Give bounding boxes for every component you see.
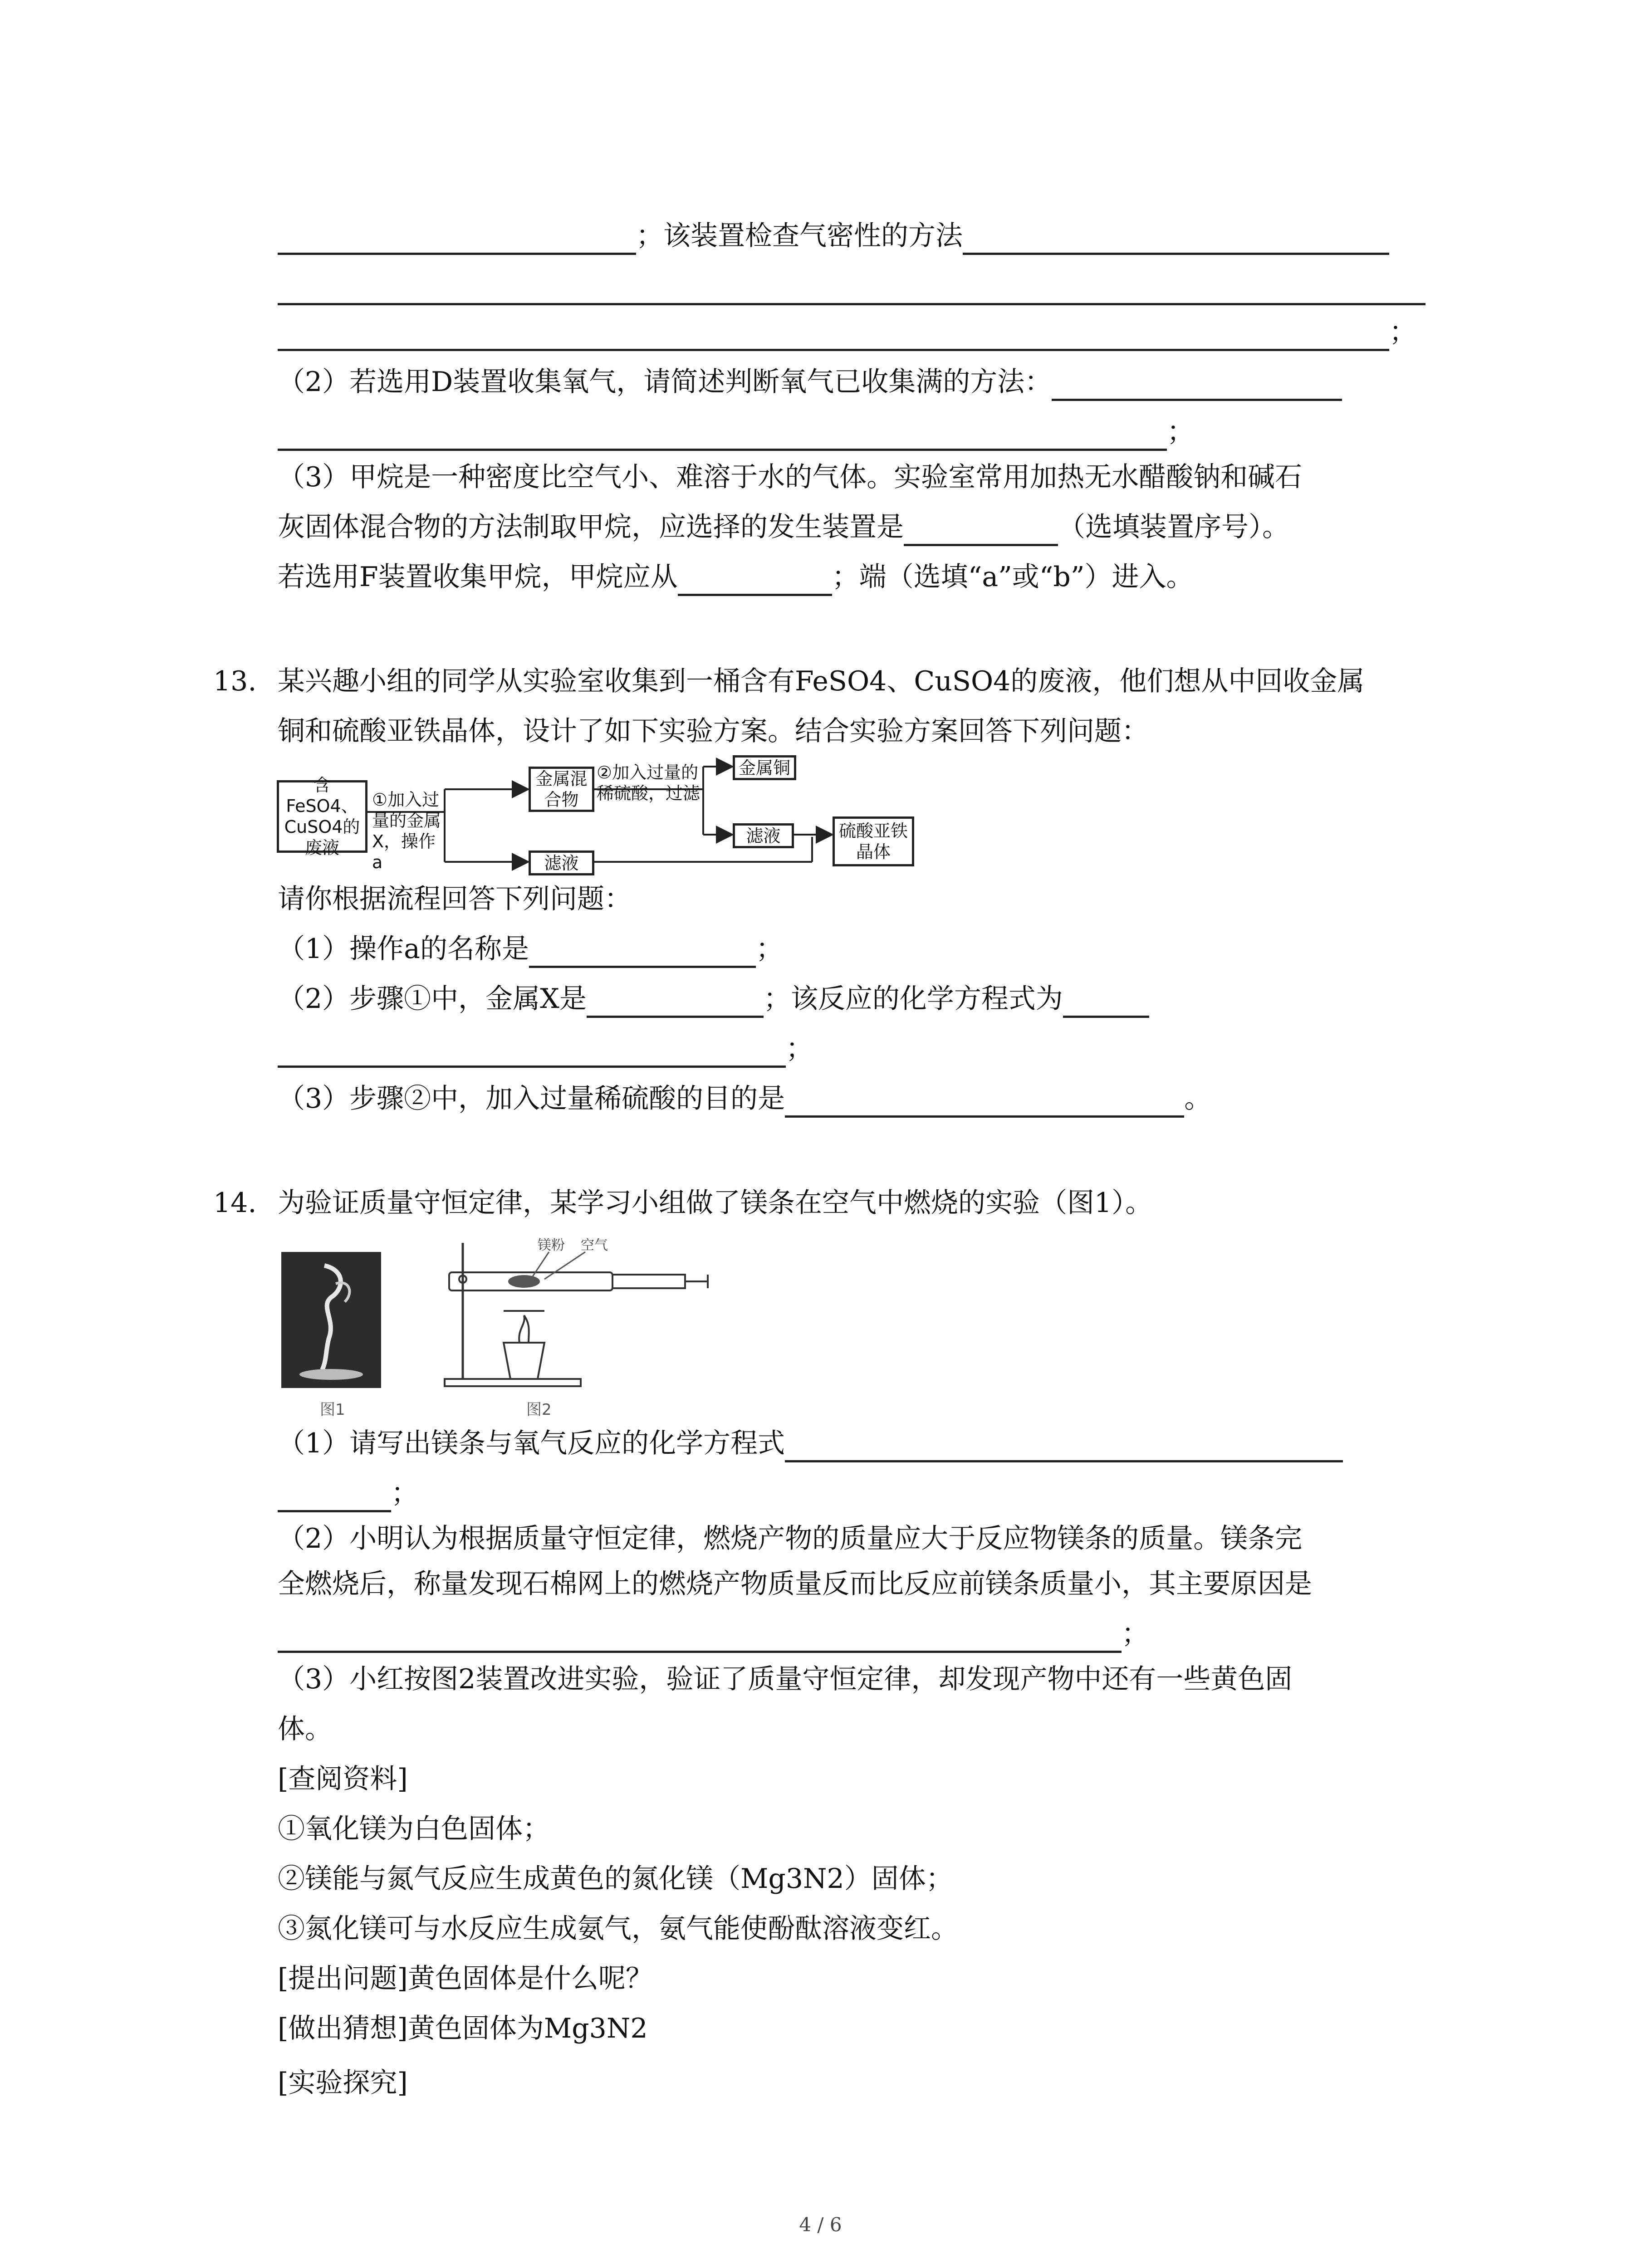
answer-line[interactable] — [278, 303, 1425, 305]
answer-blank[interactable] — [904, 512, 1058, 546]
flow-filtrate1-box: 滤液 — [529, 850, 594, 875]
q12-part3-line2: 灰固体混合物的方法制取甲烷，应选择的发生装置是 （选填装置序号）。 — [278, 508, 1289, 546]
ref-item-2: ②镁能与氮气反应生成黄色的氮化镁（Mg3N2）固体； — [278, 1863, 953, 1895]
label-magnesium-powder: 镁粉 — [538, 1237, 565, 1253]
q12-line3: ； — [278, 313, 1416, 351]
answer-blank[interactable] — [678, 562, 832, 596]
figure-2-caption: 图2 — [526, 1401, 552, 1419]
question-number: 13. — [213, 665, 257, 697]
label-air: 空气 — [581, 1237, 608, 1253]
q14-line1: 为验证质量守恒定律，某学习小组做了镁条在空气中燃烧的实验（图1）。 — [278, 1187, 1153, 1219]
answer-blank[interactable] — [1052, 367, 1342, 401]
burning-magnesium-image — [281, 1252, 381, 1388]
answer-blank[interactable] — [529, 934, 756, 968]
flow-start-box: 含FeSO4、CuSO4的废液 — [277, 780, 367, 853]
answer-blank[interactable] — [785, 1084, 1184, 1118]
answer-blank[interactable] — [278, 221, 636, 255]
q13-part2: （2）步骤①中，金属X是 ；该反应的化学方程式为 — [278, 980, 1149, 1018]
q14-part2-line2: 全燃烧后，称量发现石棉网上的燃烧产物质量反而比反应前镁条质量小，其主要原因是 — [278, 1568, 1312, 1600]
apparatus-diagram — [436, 1234, 717, 1393]
q14-part2-cont: ； — [278, 1615, 1149, 1653]
ref-item-3: ③氮化镁可与水反应生成氨气，氨气能使酚酞溶液变红。 — [278, 1913, 958, 1945]
q13-part3: （3）步骤②中，加入过量稀硫酸的目的是 。 — [278, 1080, 1211, 1118]
flow-step1-label: ①加入过量的金属X，操作a — [372, 790, 441, 872]
answer-blank[interactable] — [587, 984, 764, 1018]
answer-blank[interactable] — [278, 1478, 391, 1512]
flow-step2-label: ②加入过量的稀硫酸，过滤 — [597, 763, 700, 803]
ref-item-1: ①氧化镁为白色固体； — [278, 1813, 550, 1845]
q12-part2-cont: ； — [278, 413, 1194, 451]
q13-line1: 某兴趣小组的同学从实验室收集到一桶含有FeSO4、CuSO4的废液，他们想从中回收金属 — [278, 665, 1365, 697]
figure-1-photo — [281, 1252, 381, 1388]
ref-title: [查阅资料] — [278, 1763, 408, 1795]
q14-part1-cont: ； — [278, 1474, 418, 1512]
q14-part2-line1: （2）小明认为根据质量守恒定律，燃烧产物的质量应大于反应物镁条的质量。镁条完 — [278, 1523, 1303, 1554]
answer-blank[interactable] — [963, 221, 1389, 255]
answer-blank[interactable] — [278, 1619, 1122, 1653]
figure-2-apparatus — [436, 1234, 717, 1393]
question-raised: [提出问题]黄色固体是什么呢？ — [278, 1963, 653, 1994]
flow-mixture-box: 金属混合物 — [529, 767, 594, 812]
answer-blank[interactable] — [785, 1428, 1343, 1462]
q13-part1: （1）操作a的名称是 ； — [278, 930, 783, 968]
hypothesis: [做出猜想]黄色固体为Mg3N2 — [278, 2013, 648, 2044]
q12-part2: （2）若选用D装置收集氧气，请简述判断氧气已收集满的方法： — [278, 363, 1342, 401]
flow-copper-box: 金属铜 — [733, 755, 796, 780]
experiment-heading: [实验探究] — [278, 2067, 408, 2099]
q12-part3-line3: 若选用F装置收集甲烷，甲烷应从 ；端（选填“a”或“b”）进入。 — [278, 558, 1194, 596]
answer-blank[interactable] — [278, 417, 1167, 451]
flowchart — [272, 753, 930, 889]
flow-filtrate2-box: 滤液 — [733, 823, 794, 848]
question-number: 14. — [213, 1187, 257, 1219]
q13-part2-cont: ； — [278, 1030, 813, 1068]
q14-part3-line2: 体。 — [278, 1713, 332, 1745]
answer-blank[interactable] — [278, 1034, 786, 1068]
flow-product-box: 硫酸亚铁晶体 — [833, 816, 914, 866]
answer-blank[interactable] — [1063, 984, 1149, 1018]
page-number: 4 / 6 — [799, 2214, 842, 2236]
q12-line1: ；该装置检查气密性的方法 — [278, 217, 1389, 255]
answer-blank[interactable] — [278, 317, 1389, 351]
figure-1-caption: 图1 — [320, 1401, 345, 1419]
q12-part3-line1: （3）甲烷是一种密度比空气小、难溶于水的气体。实验室常用加热无水醋酸钠和碱石 — [278, 461, 1303, 493]
q13-line2: 铜和硫酸亚铁晶体，设计了如下实验方案。结合实验方案回答下列问题： — [278, 715, 1149, 747]
q14-part1: （1）请写出镁条与氧气反应的化学方程式 — [278, 1424, 1343, 1462]
q13-intro: 请你根据流程回答下列问题： — [278, 883, 632, 915]
q14-part3-line1: （3）小红按图2装置改进实验，验证了质量守恒定律，却发现产物中还有一些黄色固 — [278, 1663, 1293, 1695]
